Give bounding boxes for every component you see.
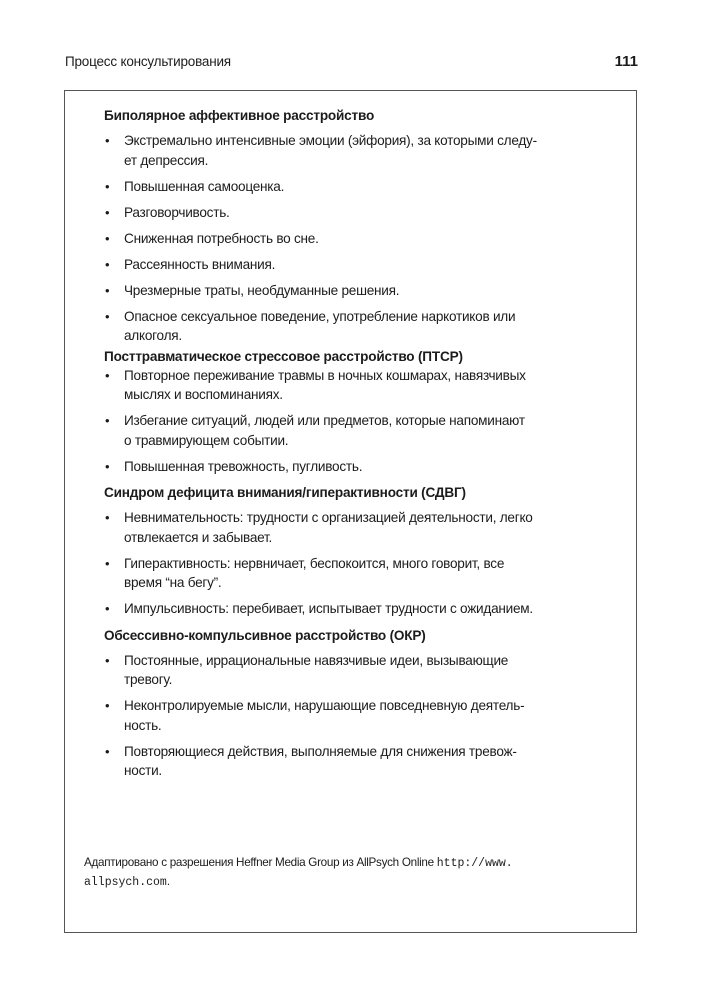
- list-item-text: Повышенная самооценка.: [124, 178, 285, 194]
- list-item-text: Чрезмерные траты, необдуманные решения.: [124, 282, 400, 298]
- list-item: [104, 281, 624, 301]
- list-item-text: Повышенная тревожность, пугливость.: [124, 458, 363, 474]
- list-item-text: Невнимательность: трудности с организацией деятельности, легко отвлекается и забывает.: [124, 510, 533, 545]
- list-item: [104, 554, 624, 593]
- source-url-part1[interactable]: http://www.: [436, 857, 513, 870]
- bullet-icon: •: [105, 178, 110, 194]
- source-url-part2[interactable]: allpsych.com: [84, 876, 167, 889]
- bullet-list: [104, 366, 624, 477]
- bullet-list: [104, 508, 624, 619]
- list-item: [104, 366, 624, 405]
- list-item: [104, 457, 624, 477]
- list-item-text: Неконтролируемые мысли, нарушающие повседневную деятель- ность.: [124, 698, 525, 733]
- list-item-text: Рассеянность внимания.: [124, 256, 276, 272]
- list-item-text: Импульсивность: перебивает, испытывает трудности с ожиданием.: [124, 601, 533, 616]
- list-item-text: Опасное сексуальное поведение, употребление наркотиков или алкоголя.: [124, 308, 516, 343]
- list-item: [104, 203, 624, 223]
- list-item-text: Экстремально интенсивные эмоции (эйфория), за которыми следу- ет депрессия.: [124, 133, 537, 168]
- bullet-icon: •: [105, 308, 110, 324]
- list-item-text: Повторяющиеся действия, выполняемые для снижения тревож- ности.: [124, 743, 517, 778]
- bullet-icon: •: [105, 256, 110, 272]
- list-item: [104, 696, 624, 735]
- bullet-icon: •: [105, 133, 110, 148]
- source-text: Адаптировано с разрешения Heffner Media Group из AllPsych Online: [84, 856, 437, 869]
- list-item-text: Постоянные, иррациональные навязчивые идеи, вызывающие тревогу.: [124, 652, 509, 687]
- list-item: [104, 255, 624, 275]
- running-header: [65, 53, 638, 70]
- bullet-icon: •: [105, 458, 110, 474]
- source-note: [84, 854, 614, 892]
- bullet-icon: •: [105, 743, 110, 759]
- bullet-icon: •: [105, 555, 110, 571]
- list-item-text: Гиперактивность: нервничает, беспокоится, много говорит, все время “на бегу”.: [124, 555, 505, 590]
- bullet-icon: •: [105, 204, 110, 220]
- running-title: Процесс консультирования: [65, 54, 231, 69]
- list-item: [104, 131, 624, 170]
- bullet-icon: •: [105, 652, 110, 668]
- bullet-icon: •: [105, 413, 110, 428]
- list-item: [104, 411, 624, 450]
- section-heading: Посттравматическое стрессовое расстройство (ПТСР): [104, 348, 463, 364]
- list-item-text: Сниженная потребность во сне.: [124, 230, 319, 246]
- list-item: [104, 651, 624, 690]
- list-item: [104, 177, 624, 197]
- bullet-icon: •: [105, 367, 110, 383]
- list-item: [104, 508, 624, 547]
- list-item: [104, 742, 624, 781]
- section-heading: Биполярное аффективное расстройство: [104, 108, 375, 123]
- bullet-list: [104, 651, 624, 781]
- box-content: [104, 107, 624, 781]
- list-item-text: Избегание ситуаций, людей или предметов, которые напоминают о травмирующем событии.: [124, 413, 525, 448]
- bullet-icon: •: [105, 230, 110, 246]
- bullet-icon: •: [105, 698, 110, 713]
- list-item-text: Разговорчивость.: [124, 204, 230, 220]
- list-item-text: Повторное переживание травмы в ночных кошмарах, навязчивых мыслях и воспоминаниях.: [124, 367, 526, 402]
- list-item: [104, 229, 624, 249]
- source-end: .: [166, 875, 170, 888]
- page-number: 111: [614, 53, 638, 70]
- section-heading: Обсессивно-компульсивное расстройство (ОКР): [104, 627, 426, 643]
- section-heading: Синдром дефицита внимания/гиперактивности (СДВГ): [104, 485, 466, 500]
- sidebar-box: [64, 90, 637, 933]
- bullet-icon: •: [105, 282, 110, 298]
- list-item: [104, 307, 624, 346]
- bullet-icon: •: [105, 601, 110, 616]
- bullet-list: [104, 131, 624, 346]
- bullet-icon: •: [105, 510, 110, 525]
- list-item: [104, 599, 624, 619]
